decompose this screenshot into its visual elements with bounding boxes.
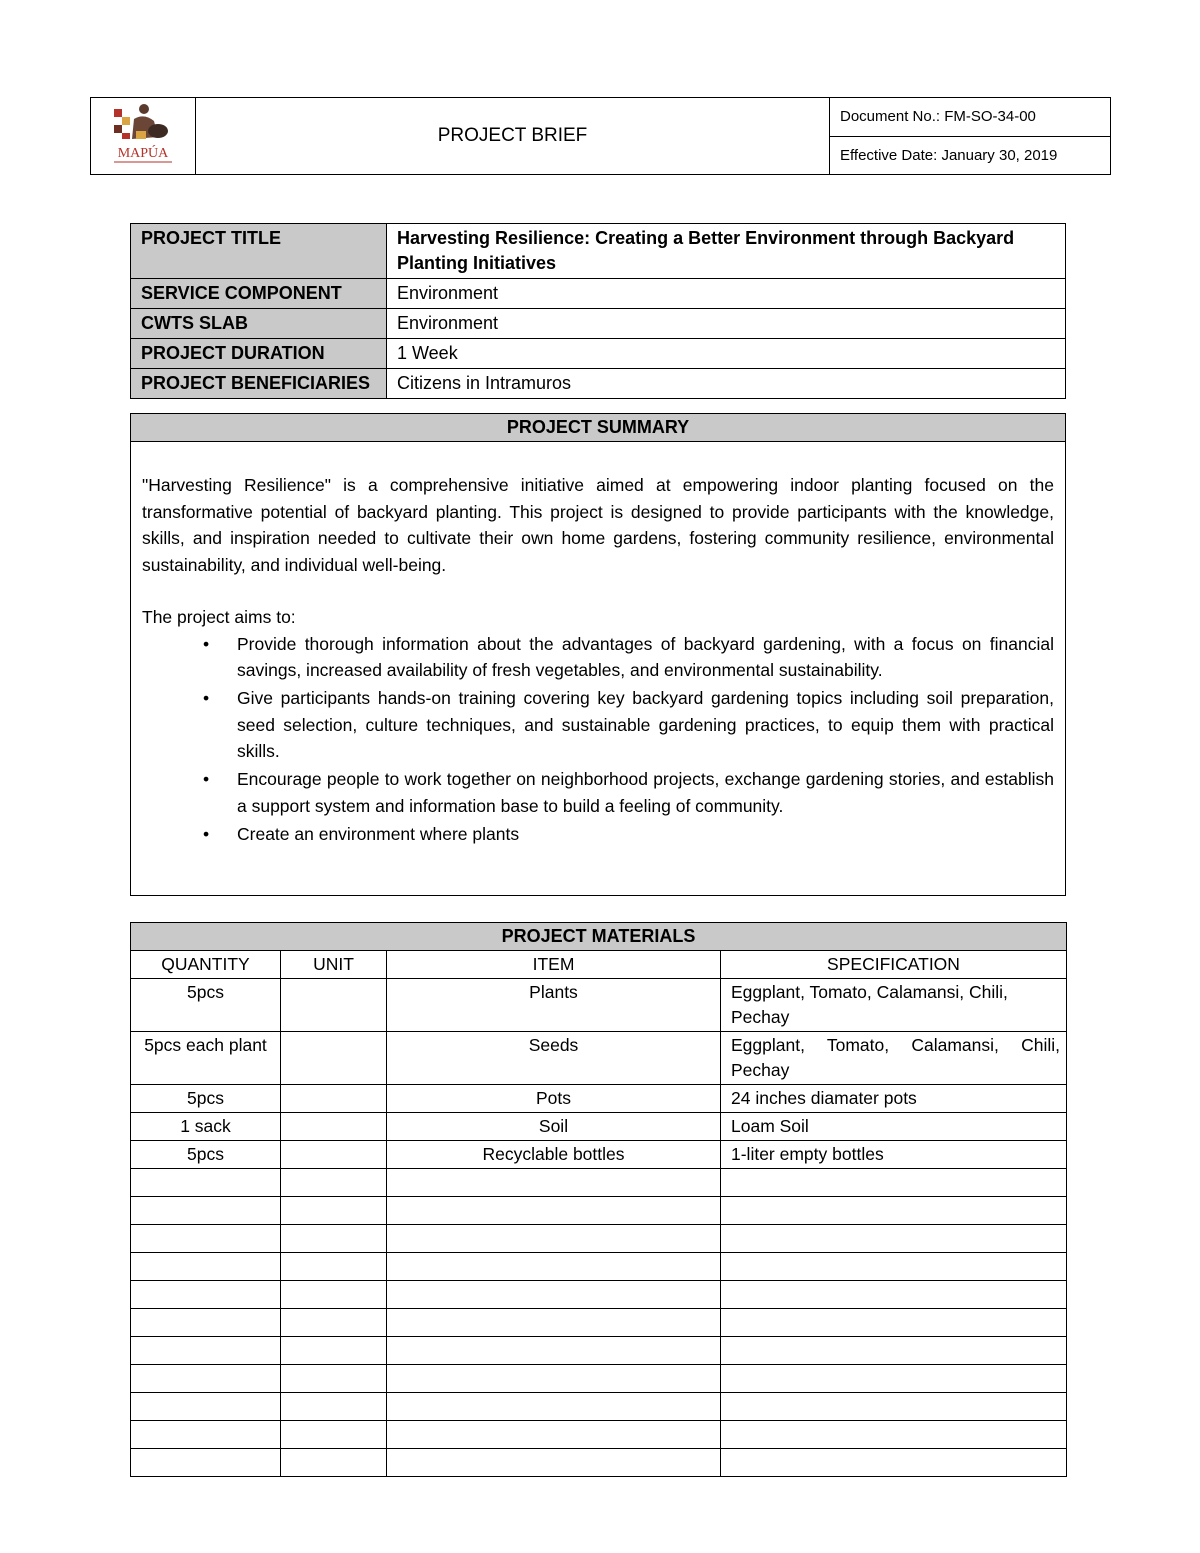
logo-text: MAPÚA [117,145,169,161]
info-label: SERVICE COMPONENT [131,279,387,309]
unit-cell [281,979,387,1032]
column-header-quantity: QUANTITY [131,951,281,979]
materials-heading: PROJECT MATERIALS [131,923,1067,951]
info-row-service [131,279,1066,309]
column-header-item: ITEM [387,951,721,979]
column-header-specification: SPECIFICATION [721,951,1067,979]
empty-row [131,1197,1067,1225]
empty-row [131,1393,1067,1421]
item-cell: Recyclable bottles [387,1141,721,1169]
item-cell: Pots [387,1085,721,1113]
bullet-icon: • [203,633,210,654]
materials-column-headers [131,951,1067,979]
table-row [131,1141,1067,1169]
document-number: Document No.: FM-SO-34-00 [830,98,1111,137]
summary-body [131,442,1065,847]
summary-heading: PROJECT SUMMARY [131,414,1065,442]
spec-cell: Eggplant, Tomato, Calamansi, Chili, Pechay [721,979,1067,1032]
unit-cell [281,1113,387,1141]
bullet-icon: • [203,688,210,708]
bullet-icon: • [203,769,210,789]
spec-cell: Loam Soil [721,1113,1067,1141]
spec-cell: 1-liter empty bottles [721,1141,1067,1169]
aims-intro: The project aims to: [142,607,296,627]
mapua-logo [108,101,178,167]
item-cell: Seeds [387,1032,721,1085]
empty-row [131,1169,1067,1197]
empty-row [131,1337,1067,1365]
item-cell: Plants [387,979,721,1032]
empty-row [131,1225,1067,1253]
quantity-cell: 1 sack [131,1113,281,1141]
empty-row [131,1421,1067,1449]
info-row-title [131,224,1066,279]
summary-paragraph: "Harvesting Resilience" is a comprehensive initiative aimed at empowering indoor planting focused on the transformative potential of backyard planting. This project is designed to provide participants with the knowledge, skills, and inspiration needed to cultivate their own home gardens, fostering community resilience, environmental sustainability, and individual well-being. [142,475,1054,575]
aims-list [142,631,1054,848]
info-value: Citizens in Intramuros [387,369,1066,399]
empty-row [131,1253,1067,1281]
project-title-value: Harvesting Resilience: Creating a Better Environment through Backyard Planting Initiatives [387,224,1066,279]
aim-text: Provide thorough information about the advantages of backyard gardening, with a focus on financial savings, increased availability of fresh vegetables, and environmental sustainability. [237,633,1054,680]
unit-cell [281,1032,387,1085]
info-value: 1 Week [387,339,1066,369]
document-header [90,97,1111,175]
list-item [203,631,1054,684]
column-header-unit: UNIT [281,951,387,979]
project-info-table [130,223,1066,399]
page-title: PROJECT BRIEF [196,98,830,175]
empty-row [131,1365,1067,1393]
info-row-duration [131,339,1066,369]
quantity-cell: 5pcs [131,1141,281,1169]
unit-cell [281,1085,387,1113]
table-row [131,1032,1067,1085]
info-label: CWTS SLAB [131,309,387,339]
empty-row [131,1309,1067,1337]
info-row-slab [131,309,1066,339]
info-label: PROJECT BENEFICIARIES [131,369,387,399]
project-materials-table [130,922,1067,1477]
quantity-cell: 5pcs [131,1085,281,1113]
list-item [203,821,1054,848]
table-row [131,1085,1067,1113]
spec-cell: 24 inches diamater pots [721,1085,1067,1113]
logo-cell [91,98,196,175]
bullet-icon: • [203,823,210,844]
effective-date: Effective Date: January 30, 2019 [830,136,1111,175]
info-row-beneficiaries [131,369,1066,399]
unit-cell [281,1141,387,1169]
project-summary-box [130,413,1066,896]
list-item [203,766,1054,819]
aim-text: Create an environment where plants [237,823,520,844]
info-value: Environment [387,309,1066,339]
empty-row [131,1281,1067,1309]
aim-text: Encourage people to work together on neighborhood projects, exchange gardening stories, and establish a support system and information base to build a feeling of community. [237,769,1054,816]
table-row [131,1113,1067,1141]
spec-cell: Eggplant, Tomato, Calamansi, Chili, Pechay [721,1032,1067,1085]
info-label: PROJECT DURATION [131,339,387,369]
quantity-cell: 5pcs each plant [131,1032,281,1085]
list-item [203,685,1054,765]
info-value: Environment [387,279,1066,309]
aim-text: Give participants hands-on training covering key backyard gardening topics including soil preparation, seed selection, culture techniques, and sustainable gardening practices, to equip them with practical skills. [237,688,1054,761]
info-label: PROJECT TITLE [131,224,387,279]
table-row [131,979,1067,1032]
quantity-cell: 5pcs [131,979,281,1032]
empty-row [131,1449,1067,1477]
item-cell: Soil [387,1113,721,1141]
